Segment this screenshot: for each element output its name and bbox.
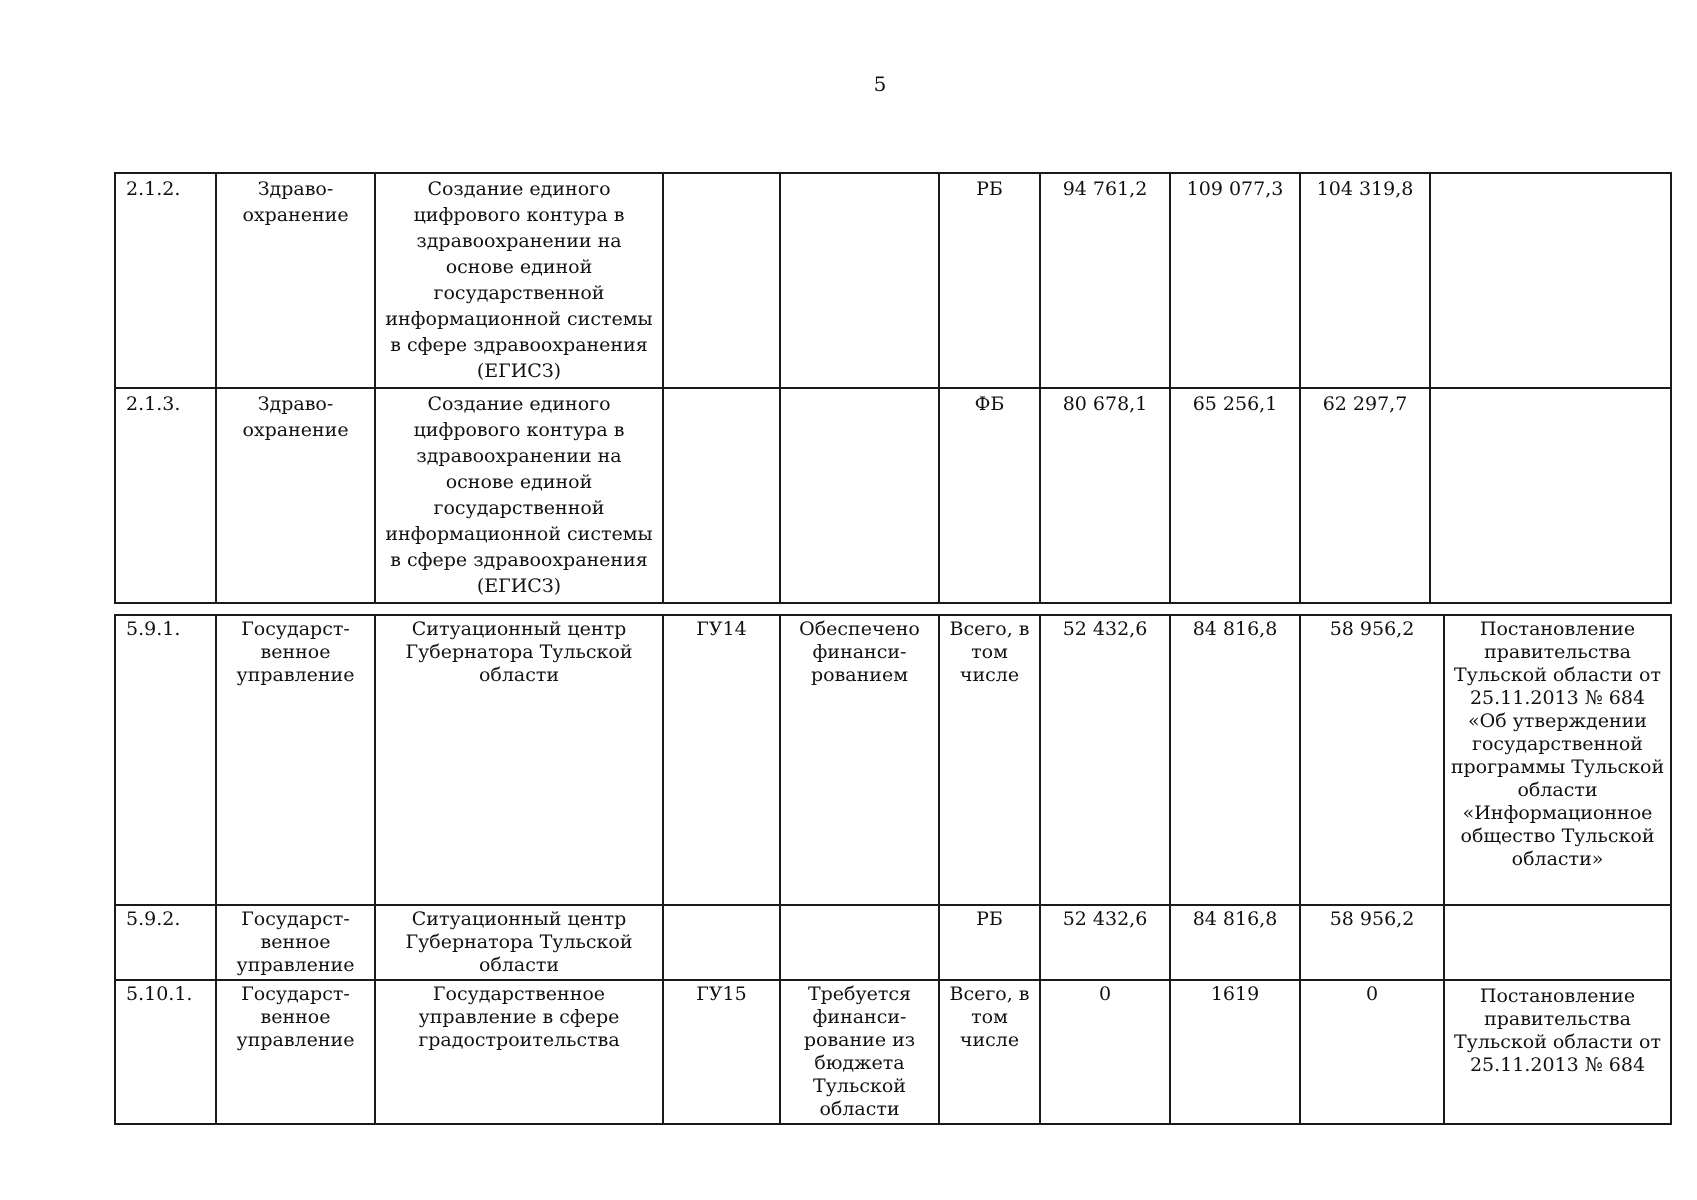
source-cell: РБ [939, 173, 1040, 388]
basis-cell [1444, 905, 1671, 980]
value-cell-2: 84 816,8 [1170, 615, 1300, 905]
value-cell-1: 52 432,6 [1040, 905, 1170, 980]
status-cell [780, 388, 939, 603]
value-cell-3: 58 956,2 [1300, 905, 1444, 980]
name-cell: Создание единого цифрового контура в здравоохранении на основе единой государственной информационной системы в сфере здравоохранения (ЕГИСЗ) [375, 388, 663, 603]
name-cell: Ситуационный центр Губернатора Тульской области [375, 615, 663, 905]
basis-cell: Постановление правительства Тульской области от 25.11.2013 № 684 «Об утверждении государственной программы Тульской области «Информационное общество Тульской области» [1444, 615, 1671, 905]
value-cell-2: 1619 [1170, 980, 1300, 1124]
table-row [115, 615, 1671, 905]
table-row [115, 173, 1671, 388]
sector-cell: Здраво-охранение [216, 388, 375, 603]
code-cell: ГУ14 [663, 615, 780, 905]
source-cell: ФБ [939, 388, 1040, 603]
value-cell-1: 94 761,2 [1040, 173, 1170, 388]
basis-cell: Постановление правительства Тульской области от 25.11.2013 № 684 [1444, 980, 1671, 1124]
sector-cell: Государст-венное управление [216, 980, 375, 1124]
value-cell-2: 84 816,8 [1170, 905, 1300, 980]
status-cell [780, 173, 939, 388]
budget-table-bottom [114, 614, 1672, 1125]
status-cell: Обеспечено финанси-рованием [780, 615, 939, 905]
table-row [115, 905, 1671, 980]
row-number: 5.9.2. [115, 905, 216, 980]
value-cell-1: 80 678,1 [1040, 388, 1170, 603]
value-cell-3: 104 319,8 [1300, 173, 1430, 388]
value-cell-1: 52 432,6 [1040, 615, 1170, 905]
code-cell: ГУ15 [663, 980, 780, 1124]
name-cell: Ситуационный центр Губернатора Тульской области [375, 905, 663, 980]
code-cell [663, 905, 780, 980]
sector-cell: Государст-венное управление [216, 615, 375, 905]
value-cell-3: 58 956,2 [1300, 615, 1444, 905]
name-cell: Государственное управление в сфере градостроительства [375, 980, 663, 1124]
source-cell: Всего, в том числе [939, 980, 1040, 1124]
table-row [115, 388, 1671, 603]
value-cell-1: 0 [1040, 980, 1170, 1124]
row-number: 5.9.1. [115, 615, 216, 905]
row-number: 2.1.3. [115, 388, 216, 603]
row-number: 2.1.2. [115, 173, 216, 388]
sector-cell: Здраво-охранение [216, 173, 375, 388]
code-cell [663, 388, 780, 603]
source-cell: Всего, в том числе [939, 615, 1040, 905]
value-cell-2: 65 256,1 [1170, 388, 1300, 603]
value-cell-3: 62 297,7 [1300, 388, 1430, 603]
basis-cell [1430, 173, 1671, 388]
page-number: 5 [873, 72, 887, 96]
table-row [115, 980, 1671, 1124]
status-cell: Требуется финанси-рование из бюджета Тульской области [780, 980, 939, 1124]
code-cell [663, 173, 780, 388]
name-cell: Создание единого цифрового контура в здравоохранении на основе единой государственной информационной системы в сфере здравоохранения (ЕГИСЗ) [375, 173, 663, 388]
sector-cell: Государст-венное управление [216, 905, 375, 980]
status-cell [780, 905, 939, 980]
value-cell-3: 0 [1300, 980, 1444, 1124]
basis-cell [1430, 388, 1671, 603]
row-number: 5.10.1. [115, 980, 216, 1124]
source-cell: РБ [939, 905, 1040, 980]
value-cell-2: 109 077,3 [1170, 173, 1300, 388]
budget-table-top [114, 172, 1672, 604]
